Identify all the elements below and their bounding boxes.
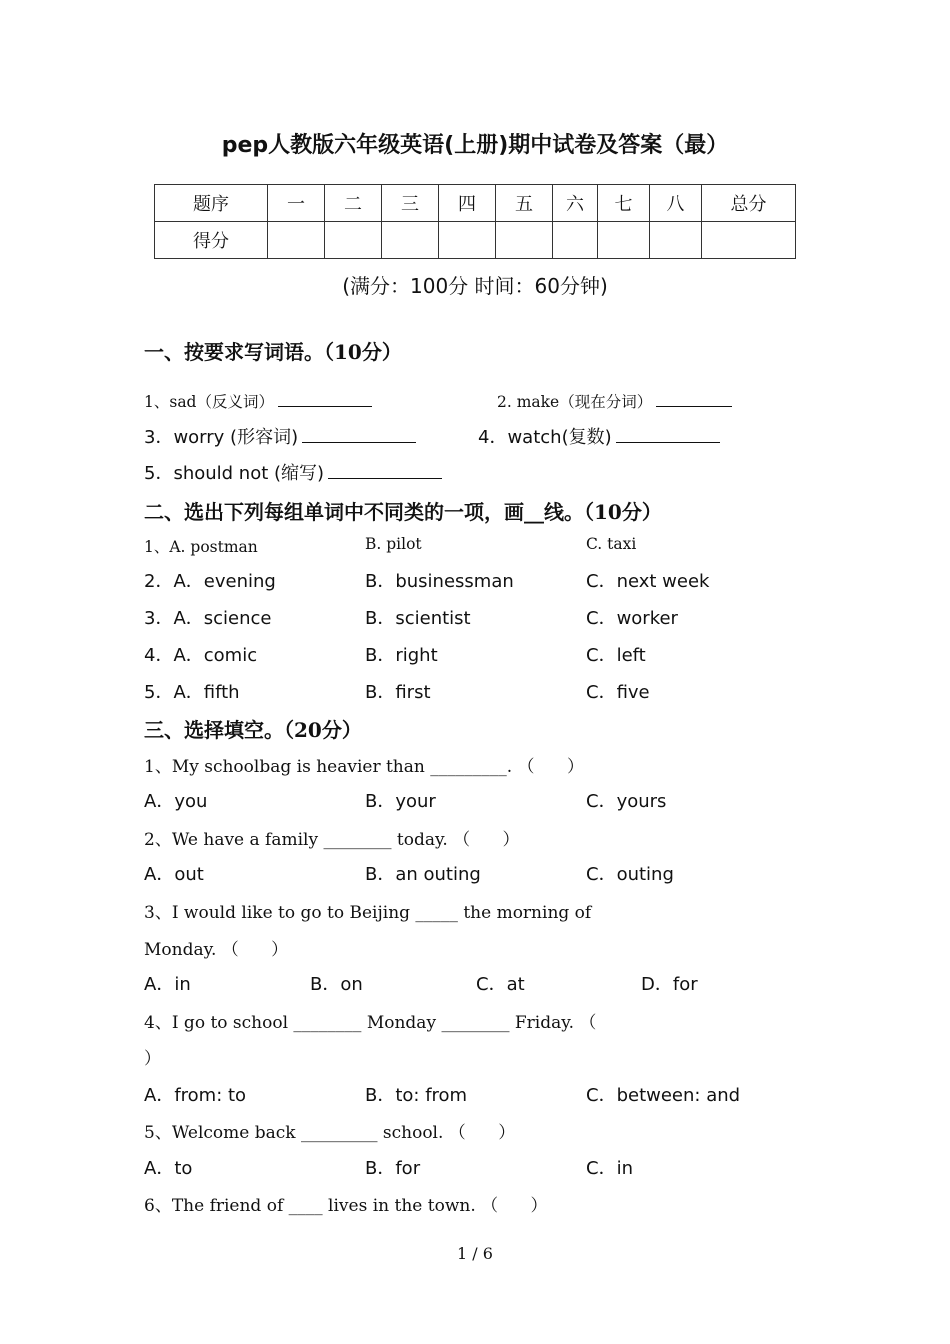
- s2-option: B．businessman: [365, 571, 514, 592]
- score-cell[interactable]: [598, 222, 650, 259]
- answer-blank[interactable]: [328, 477, 442, 479]
- header-cell: 三: [382, 185, 439, 222]
- s2-option: B．scientist: [365, 608, 471, 629]
- answer-blank[interactable]: [302, 441, 416, 443]
- s2-option: C．worker: [586, 608, 678, 629]
- s1-item-3: [144, 423, 416, 449]
- s1-item-5: [144, 459, 442, 485]
- exam-subtitle: (满分：100分 时间：60分钟): [342, 274, 608, 298]
- s3-option: C．between: and: [586, 1085, 741, 1106]
- score-cell[interactable]: [496, 222, 553, 259]
- header-cell: 五: [496, 185, 553, 222]
- header-cell: 二: [325, 185, 382, 222]
- s3-option: B．your: [365, 791, 436, 812]
- header-cell: 四: [439, 185, 496, 222]
- s2-option: 2．A．evening: [144, 571, 276, 592]
- s2-option: C. taxi: [586, 535, 637, 553]
- s2-option: B．first: [365, 682, 431, 703]
- score-cell[interactable]: [702, 222, 796, 259]
- s1-item-4-text: 4．watch(复数): [478, 427, 612, 448]
- header-cell: 题序: [155, 185, 268, 222]
- s3-option: B．for: [365, 1158, 421, 1179]
- s3-option: A．from: to: [144, 1085, 247, 1106]
- s1-item-3-text: 3．worry (形容词): [144, 427, 299, 448]
- score-table: [154, 184, 796, 259]
- s3-option: D．for: [641, 974, 698, 995]
- s1-item-2: [497, 390, 732, 412]
- answer-blank[interactable]: [656, 405, 732, 407]
- page-number: 1 / 6: [457, 1244, 493, 1263]
- score-cell[interactable]: [382, 222, 439, 259]
- s3-option: C．in: [586, 1158, 633, 1179]
- header-cell: 七: [598, 185, 650, 222]
- score-cell[interactable]: [650, 222, 702, 259]
- s3-option: A．you: [144, 791, 208, 812]
- answer-blank[interactable]: [278, 405, 372, 407]
- row-label-cell: 得分: [155, 222, 268, 259]
- s1-item-5-text: 5．should not (缩写): [144, 463, 325, 484]
- section2-heading: 二、选出下列每组单词中不同类的一项，画__线。（10分）: [144, 500, 662, 524]
- s3-option: A．in: [144, 974, 191, 995]
- s3-question-5: 5、Welcome back _________ school. （ ）: [144, 1123, 516, 1143]
- s2-option: B. pilot: [365, 535, 422, 553]
- score-cell[interactable]: [325, 222, 382, 259]
- exam-title: pep人教版六年级英语(上册)期中试卷及答案（最）: [221, 133, 729, 158]
- s2-option: 4．A．comic: [144, 645, 258, 666]
- section1-heading: 一、按要求写词语。（10分）: [144, 340, 402, 364]
- s2-option: B．right: [365, 645, 438, 666]
- s3-question-4-line1: 4、I go to school ________ Monday ________ Friday. （: [144, 1013, 597, 1033]
- score-cell[interactable]: [439, 222, 496, 259]
- s2-option: 5．A．fifth: [144, 682, 240, 703]
- s3-question-3-line1: 3、I would like to go to Beijing _____ the morning of: [144, 903, 592, 923]
- s3-question-2: 2、We have a family ________ today. （ ）: [144, 830, 520, 850]
- s3-option: A．to: [144, 1158, 193, 1179]
- s3-question-1: 1、My schoolbag is heavier than _________. （ ）: [144, 757, 584, 777]
- s1-item-2-text: 2. make（现在分词）: [497, 393, 653, 411]
- header-cell: 六: [553, 185, 598, 222]
- s2-option: 1、A. postman: [144, 538, 258, 556]
- s2-option: C．next week: [586, 571, 710, 592]
- s3-option: C．outing: [586, 864, 674, 885]
- s1-item-4: [478, 423, 720, 449]
- header-cell: 八: [650, 185, 702, 222]
- s3-option: B．to: from: [365, 1085, 468, 1106]
- s3-option: B．an outing: [365, 864, 481, 885]
- score-table-header-row: [155, 185, 796, 222]
- s1-item-1-text: 1、sad（反义词）: [144, 393, 274, 411]
- s2-option: C．five: [586, 682, 650, 703]
- s3-question-4-line2: ）: [144, 1049, 161, 1069]
- score-cell[interactable]: [553, 222, 598, 259]
- s3-option: A．out: [144, 864, 204, 885]
- s1-item-1: [144, 390, 372, 412]
- score-cell[interactable]: [268, 222, 325, 259]
- s2-option: 3．A．science: [144, 608, 272, 629]
- s2-option: C．left: [586, 645, 646, 666]
- s3-option: C．at: [476, 974, 525, 995]
- s3-option: C．yours: [586, 791, 667, 812]
- s3-question-3-line2: Monday. （ ）: [144, 940, 289, 960]
- score-table-score-row: [155, 222, 796, 259]
- s3-question-6: 6、The friend of ____ lives in the town. （ ）: [144, 1196, 548, 1216]
- answer-blank[interactable]: [616, 441, 720, 443]
- section3-heading: 三、选择填空。（20分）: [144, 718, 362, 742]
- header-cell: 一: [268, 185, 325, 222]
- header-cell: 总分: [702, 185, 796, 222]
- s3-option: B．on: [310, 974, 363, 995]
